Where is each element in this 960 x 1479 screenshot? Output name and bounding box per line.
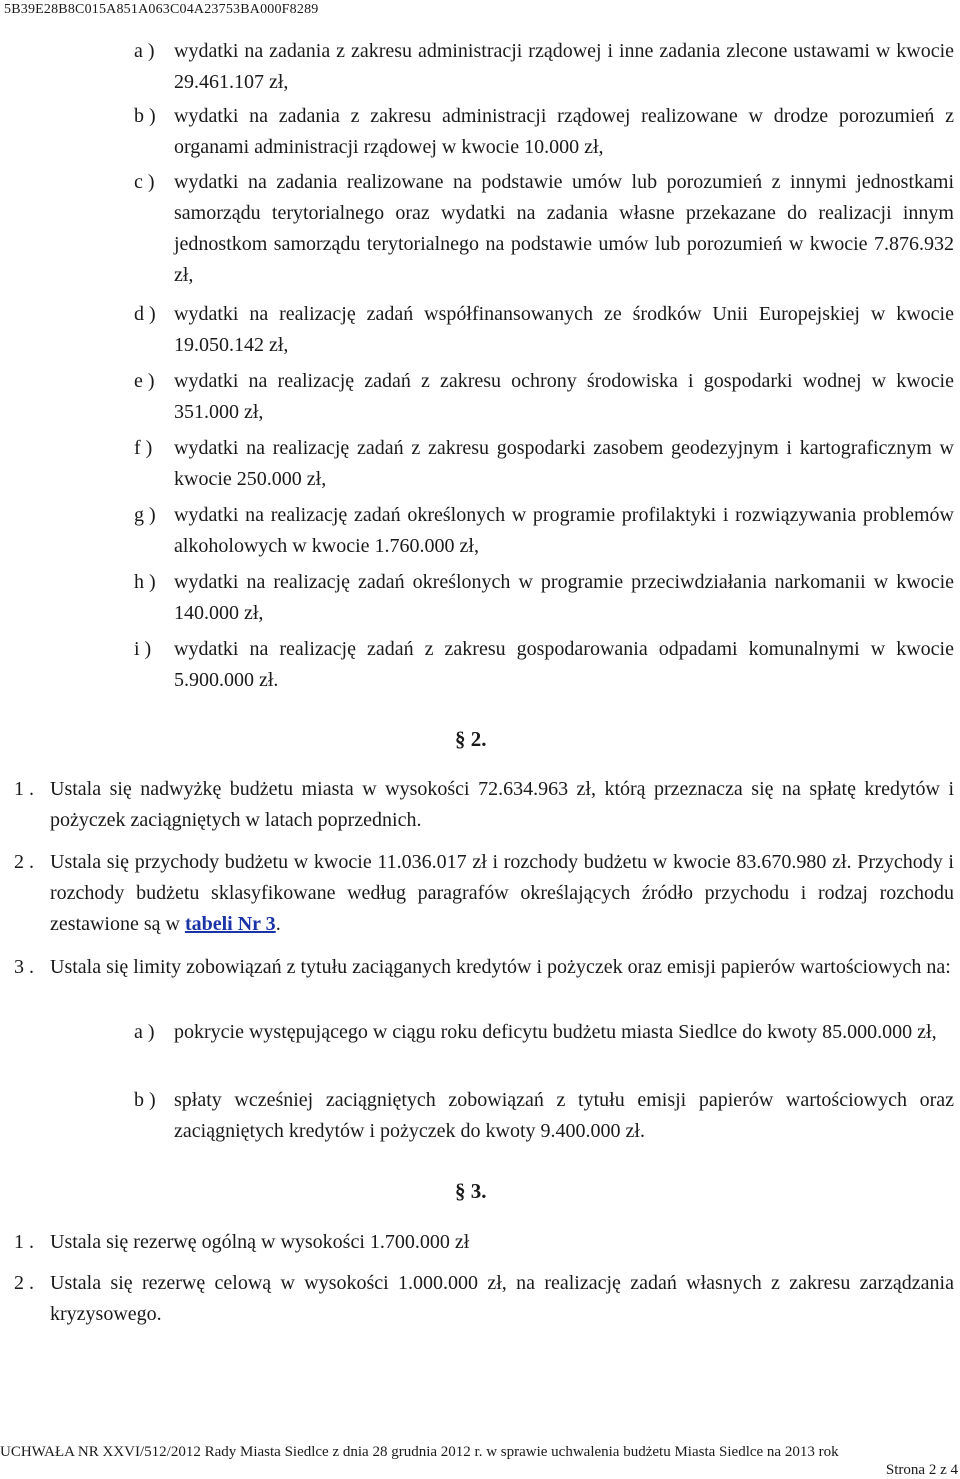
list-item (134, 1017, 954, 1048)
item-text: wydatki na zadania z zakresu administracji rządowej realizowane w drodze porozumień z organami administracji rządowej w kwocie 10.000 zł, (174, 105, 954, 158)
point-text: Ustala się rezerwę ogólną w wysokości 1.700.000 zł (50, 1231, 470, 1253)
document-id: 5B39E28B8C015A851A063C04A23753BA000F8289 (4, 2, 319, 17)
list-item (134, 299, 954, 361)
list-item (134, 36, 954, 98)
item-label: c ) (134, 171, 155, 193)
point-label: 1 . (14, 1231, 34, 1253)
item-text: wydatki na realizację zadań współfinansowanych ze środków Unii Europejskiej w kwocie 19.050.142 zł, (174, 303, 954, 356)
section-heading-2: § 2. (455, 727, 487, 751)
section-heading-3: § 3. (455, 1179, 487, 1203)
list-item (134, 634, 954, 696)
list-item (134, 567, 954, 629)
list-item (134, 500, 954, 562)
item-label: d ) (134, 303, 156, 325)
point-label: 2 . (14, 851, 34, 873)
item-label: b ) (134, 105, 156, 127)
item-label: f ) (134, 437, 153, 459)
list-item (134, 433, 954, 495)
item-text: wydatki na realizację zadań określonych w programie przeciwdziałania narkomanii w kwocie 140.000 zł, (174, 571, 954, 624)
table-3-link[interactable]: tabeli Nr 3 (184, 913, 276, 935)
point-text: Ustala się rezerwę celową w wysokości 1.000.000 zł, na realizację zadań własnych z zakresu zarządzania kryzysowego. (50, 1272, 954, 1325)
point-text-end: . (275, 913, 281, 935)
point-text: Ustala się nadwyżkę budżetu miasta w wysokości 72.634.963 zł, którą przeznacza się na spłatę kredytów i pożyczek zaciągniętych w latach poprzednich. (50, 778, 954, 831)
point-text: Ustala się limity zobowiązań z tytułu zaciąganych kredytów i pożyczek oraz emisji papierów wartościowych na: (50, 956, 951, 978)
list-item (134, 101, 954, 163)
item-label: b ) (134, 1089, 156, 1111)
item-text: wydatki na zadania realizowane na podstawie umów lub porozumień z innymi jednostkami samorządu terytorialnego oraz wydatki na zadania własne przekazane do realizacji innym jednostkom samorządu terytorialnego na podstawie umów lub porozumień w kwocie 7.876.932 zł, (174, 171, 954, 286)
item-text: spłaty wcześniej zaciągniętych zobowiązań z tytułu emisji papierów wartościowych oraz zaciągniętych kredytów i pożyczek do kwoty 9.400.000 zł. (174, 1089, 954, 1142)
paragraph-point (14, 952, 954, 983)
point-text (50, 847, 954, 940)
item-text: pokrycie występującego w ciągu roku deficytu budżetu miasta Siedlce do kwoty 85.000.000 zł, (174, 1021, 937, 1043)
paragraph-point (14, 774, 954, 836)
list-item (134, 167, 954, 291)
point-label: 1 . (14, 778, 34, 800)
list-item (134, 1085, 954, 1147)
item-text: wydatki na realizację zadań określonych w programie profilaktyki i rozwiązywania problemów alkoholowych w kwocie 1.760.000 zł, (174, 504, 954, 557)
item-label: e ) (134, 370, 155, 392)
list-item (134, 366, 954, 428)
point-text-part: Ustala się przychody budżetu w kwocie 11.036.017 zł i rozchody budżetu w kwocie 83.670.980 zł. Przychody i rozchody budżetu sklasyfikowane według paragrafów określających źródło przychodu i rodzaj rozchodu zestawione są w (50, 851, 954, 935)
item-label: g ) (134, 504, 156, 526)
item-label: a ) (134, 1021, 155, 1043)
point-label: 2 . (14, 1272, 34, 1294)
item-label: i ) (134, 638, 152, 660)
page-number: Strona 2 z 4 (885, 1462, 958, 1478)
paragraph-point (14, 1268, 954, 1330)
item-text: wydatki na realizację zadań z zakresu ochrony środowiska i gospodarki wodnej w kwocie 351.000 zł, (174, 370, 954, 423)
point-label: 3 . (14, 956, 34, 978)
item-text: wydatki na realizację zadań z zakresu gospodarowania odpadami komunalnymi w kwocie 5.900.000 zł. (174, 638, 954, 691)
paragraph-point (14, 847, 954, 940)
page-footer (0, 1443, 958, 1479)
footer-text: UCHWAŁA NR XXVI/512/2012 Rady Miasta Siedlce z dnia 28 grudnia 2012 r. w sprawie uchwalenia budżetu Miasta Siedlce na 2013 rok (0, 1444, 839, 1460)
item-label: h ) (134, 571, 156, 593)
item-label: a ) (134, 40, 155, 62)
item-text: wydatki na zadania z zakresu administracji rządowej i inne zadania zlecone ustawami w kwocie 29.461.107 zł, (174, 40, 954, 93)
paragraph-point (14, 1227, 954, 1258)
item-text: wydatki na realizację zadań z zakresu gospodarki zasobem geodezyjnym i kartograficznym w kwocie 250.000 zł, (174, 437, 954, 490)
